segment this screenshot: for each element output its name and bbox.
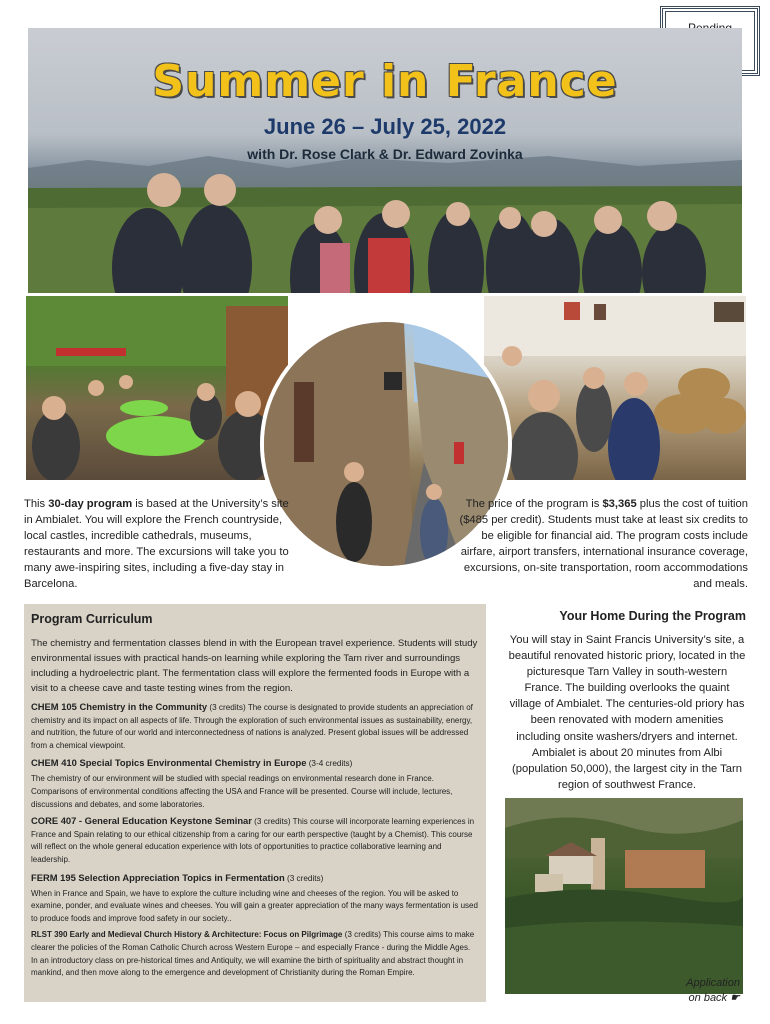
- pointing-hand-icon: ☛: [730, 992, 740, 1004]
- curriculum-panel: [24, 604, 486, 1002]
- curriculum-intro: The chemistry and fermentation classes blend in with the European travel experience. Students will study environmental issues with practical hands-on learning while exploring the Tarn river and surroundings including a hydroelectric plant. The fermentation class will explore the fermented foods in Europe with a visit to a cheese cave and taste testing wines from the region.: [31, 638, 478, 694]
- priory-photo: [505, 798, 743, 994]
- application-on-back-note: [640, 976, 740, 1006]
- intro-right-post: plus the cost of tuition ($485 per credit). Students must take at least six credits to be eligible for financial aid. The program costs include airfare, airport transfers, international insurance coverage, excursions, on-site transportation, room accommodations and meals.: [459, 498, 748, 590]
- course-desc: The course is designated to provide students an appreciation of chemistry and its impact on all aspects of life. Through the exploration of such environmental issues as sustainability, energy, and nutrition, the future of our world and interconnectedness of nations is analyzed. Present global issues will be addressed from a chemical viewpoint.: [31, 703, 473, 750]
- course-credits: (3 credits): [251, 817, 291, 827]
- course-name: RLST 390 Early and Medieval Church History & Architecture: Focus on Pilgrimage: [31, 930, 343, 940]
- course-item: [31, 929, 478, 979]
- intro-left-pre: This: [24, 498, 49, 510]
- course-desc: When in France and Spain, we have to explore the culture including wine and cheeses of the region. You will be asked to examine, ponder, and evaluate wines and cheeses. You will gain a greater appreciation of the many ways fermentation is used to produce foods and improve food safety in our society..: [31, 888, 478, 923]
- intro-price-text: [446, 496, 748, 592]
- course-name: FERM 195 Selection Appreciation Topics in Fermentation: [31, 871, 285, 883]
- home-section-text: You will stay in Saint Francis University’s site, a beautiful renovated historic priory, located in the picturesque Tarn Valley in south-western France. The building overlooks the quaint village of Ambialet. The centuries-old priory has been renovated with modern amenities including onsite washers/dryers and internet. Ambialet is about 20 minutes from Albi (population 50,000), the largest city in the Tarn region of southwest France.: [508, 634, 746, 791]
- application-line: Application: [686, 977, 740, 989]
- page-title: Summer in France: [152, 56, 618, 107]
- cafe-photo-illustration: [26, 296, 288, 480]
- intro-right-pre: The price of the program is: [465, 498, 603, 510]
- priory-photo-illustration: [505, 798, 743, 994]
- course-item: [31, 815, 478, 866]
- intro-left-post: is based at the University’s site in Ambialet. You will explore the French countryside, local castles, incredible cathedrals, museums, restaurants and more. The excursions will take you to many awe-inspiring sites, including a five-day stay in Barcelona.: [24, 498, 289, 590]
- course-item: [31, 756, 478, 811]
- intro-program-text: [24, 496, 296, 592]
- course-desc: This course will incorporate learning experiences in France and Spain relating to our ethical citizenship from a caring for our earth perspective (taught by a Chemist). This course will reflect on the whole general education experience with lots of opportunities to practice collaborative learning and leadership.: [31, 817, 475, 864]
- course-credits: (3-4 credits): [306, 759, 353, 769]
- on-back-line: on back: [688, 992, 728, 1004]
- winery-cellar-photo: [484, 296, 746, 480]
- course-item: [31, 701, 478, 752]
- course-name: CORE 407 - General Education Keystone Seminar: [31, 815, 252, 827]
- course-item: [31, 871, 478, 926]
- hero-group-photo: [28, 28, 742, 293]
- course-desc: The chemistry of our environment will be studied with special readings on environmental research done in France. Comparisons of environmental conditions affecting the USA and France will be presented. Course will include, lectures, discussions and debates, and some laboratories.: [31, 774, 453, 809]
- course-name: CHEM 410 Special Topics Environmental Chemistry in Europe: [31, 757, 307, 769]
- winery-photo-illustration: [484, 296, 746, 480]
- cafe-group-photo: [26, 296, 288, 480]
- course-desc: This course aims to make clearer the policies of the Roman Catholic Church across Western Europe – and especially France - during the Middle Ages. In an introductory class on pre-historical times and Antiquity, we will examine the birth of spirituality and abstract thought in mankind, and then move along to the emergence and development of Christianity during the Roman Empire.: [31, 930, 475, 978]
- curriculum-title: Program Curriculum: [31, 612, 153, 626]
- home-section-title: Your Home During the Program: [559, 609, 746, 623]
- program-length: 30-day program: [48, 498, 133, 510]
- course-credits: (3 credits): [284, 873, 324, 883]
- program-price: $3,365: [602, 498, 637, 510]
- course-credits: (3 credits): [207, 703, 246, 712]
- course-credits: (3 credits): [342, 930, 382, 940]
- course-name: CHEM 105 Chemistry in the Community: [31, 701, 208, 712]
- program-hosts: with Dr. Rose Clark & Dr. Edward Zovinka: [247, 146, 523, 162]
- program-dates: June 26 – July 25, 2022: [263, 114, 507, 139]
